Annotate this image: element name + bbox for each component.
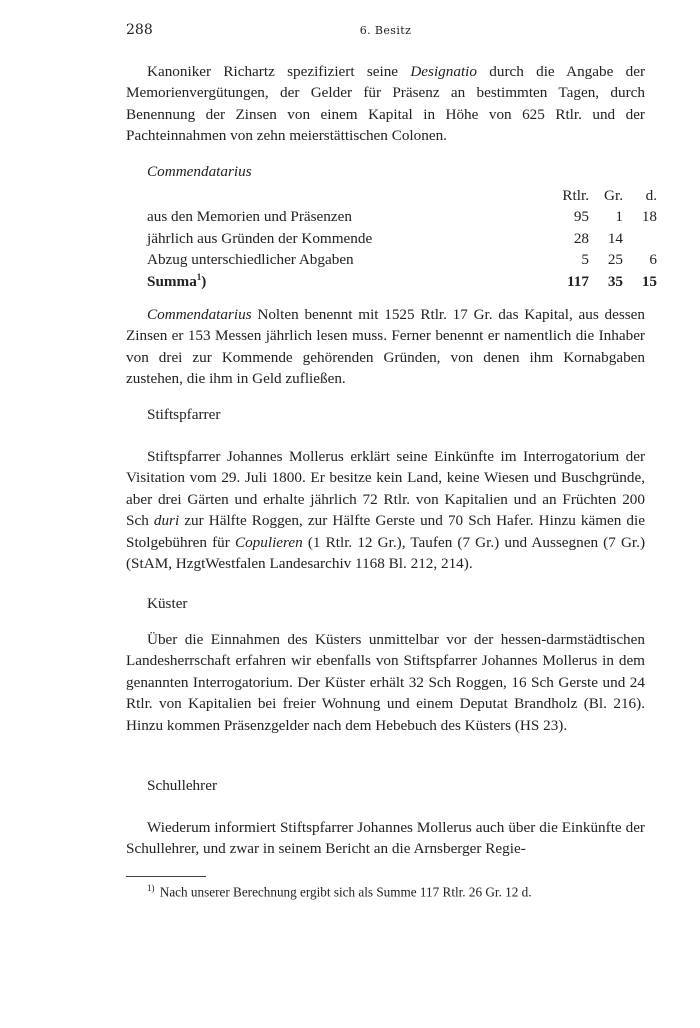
table-header-row <box>147 185 657 206</box>
sum-label: Summa <box>147 272 197 290</box>
section-heading-stiftspfarrer: Stiftspfarrer <box>147 406 221 423</box>
paragraph-nolten: Commendatarius Nolten benennt mit 1525 Rtlr. 17 Gr. das Kapital, aus dessen Zinsen er 153 Messen jährlich lesen muss. Ferner benennt er namentlich die Inhaber von drei zur Kommende gehörenden Gründen, von denen ihm Kornabgaben zustehen, die ihm in Geld zufließen. <box>126 306 645 388</box>
table-row: jährlich aus Gründen der Kommende 28 14 <box>147 229 623 247</box>
running-title: 6. Besitz <box>359 24 412 37</box>
section-heading-commendatarius: Commendatarius <box>147 163 252 180</box>
section-heading-kuester: Küster <box>147 595 188 612</box>
footnote-rule <box>126 876 206 877</box>
paragraph-richartz: Kanoniker Richartz spezifiziert seine Designatio durch die Angabe der Memorienvergütungen, der Gelder für Präsenz an bestimmten Tagen, durch Benennung der Zinsen von einem Kapital in Höhe von 625 Rtlr. und der Pachteinnahmen von zehn meierstättischen Colonen. <box>126 63 646 145</box>
section-heading-schullehrer: Schullehrer <box>147 777 218 794</box>
col-header-gr: Gr. <box>604 187 623 204</box>
col-header-rtlr: Rtlr. <box>562 187 589 204</box>
footnote <box>147 883 532 900</box>
table-sum-row: Summa$^1$) 117 35 15 <box>147 271 657 290</box>
paragraph-mollerus: Stiftspfarrer Johannes Mollerus erklärt seine Einkünfte im Interrogatorium der Visitation vom 29. Juli 1800. Er besitze kein Land, keine Wiesen und Buschgründe, aber drei Gärten und erhalte jährlich 72 Rtlr. von Kapitalien und an Früchten 200 Sch duri zur Hälfte Roggen, zur Hälfte Gerste und 70 Sch Hafer. Hinzu kämen die Stolgebühren für Copulieren (1 Rtlr. 12 Gr.), Taufen (7 Gr.) und Aussegnen (7 Gr.) (StAM, HzgtWestfalen Landesarchiv 1168 Bl. 212, 214). <box>126 448 645 573</box>
page-number: 288 <box>126 22 153 38</box>
table-row: Abzug unterschiedlicher Abgaben 5 25 6 <box>147 251 657 269</box>
footnote-text: Nach unserer Berechnung ergibt sich als Summe 117 Rtlr. 26 Gr. 12 d. <box>159 884 532 900</box>
col-header-d: d. <box>645 187 657 204</box>
table-row: aus den Memorien und Präsenzen 95 1 18 <box>147 208 657 226</box>
paragraph-schullehrer: Wiederum informiert Stiftspfarrer Johannes Mollerus auch über die Einkünfte der Schullehrer, und zwar in seinem Bericht an die Arnsberger Regie- <box>126 819 645 858</box>
footnote-mark: 1) <box>147 883 155 893</box>
income-table <box>147 185 657 292</box>
paragraph-kuester: Über die Einnahmen des Küsters unmittelbar vor der hessen-darmstädtischen Landesherrschaft erfahren wir ebenfalls von Stiftspfarrer Johannes Mollerus in dem genannten Interrogatorium. Der Küster erhält 32 Sch Roggen, 16 Sch Gerste und 24 Rtlr. von Kapitalien bei freier Wohnung und einem Deputat Brandholz (Bl. 216). Hinzu kommen Präsenzgelder nach dem Hebebuch des Küsters (HS 23). <box>126 631 645 734</box>
designatio-term: Designatio <box>410 63 477 80</box>
footnote-ref: 1 <box>196 271 202 282</box>
running-head <box>126 22 645 42</box>
